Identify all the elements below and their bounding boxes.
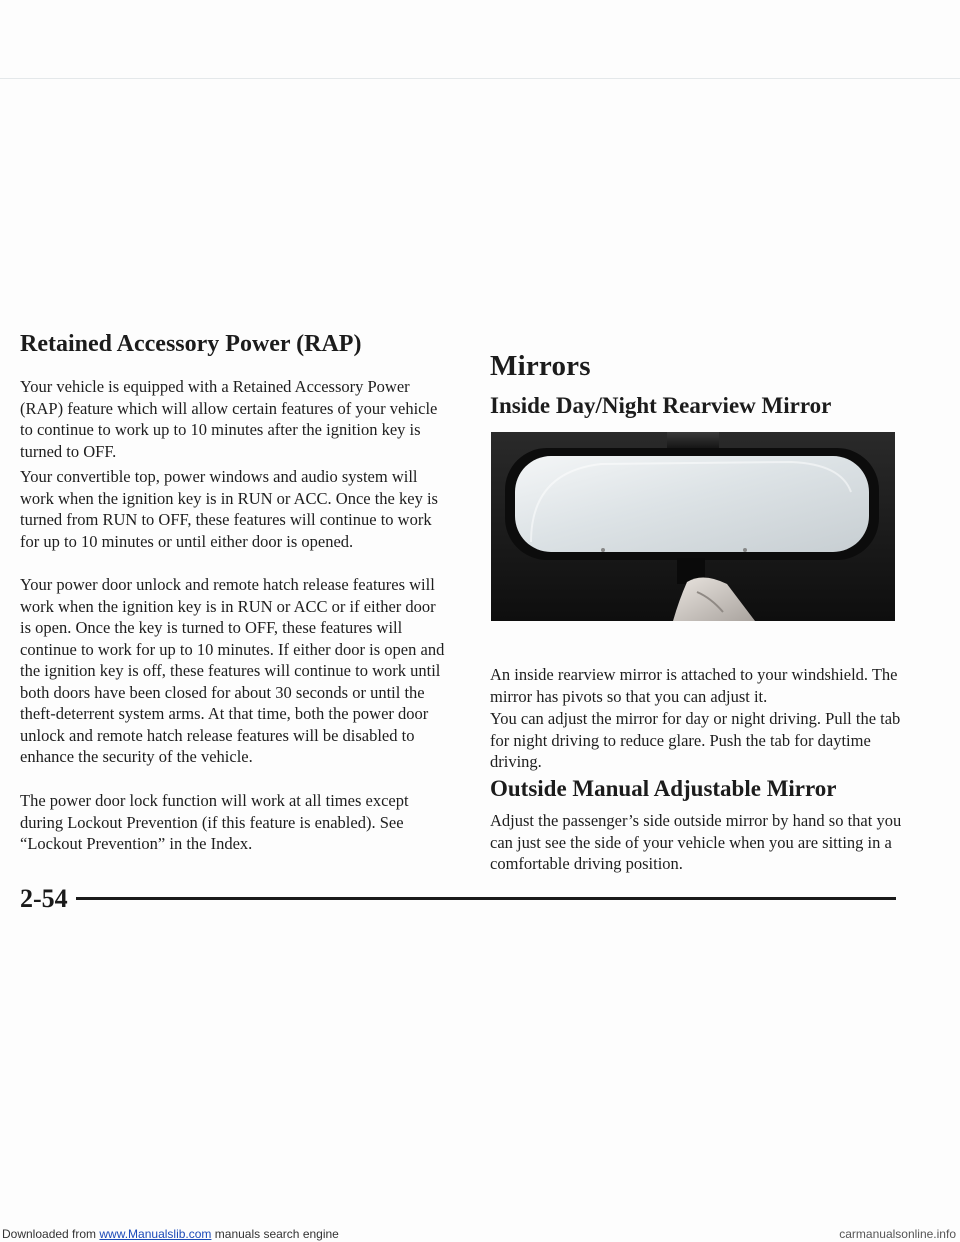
- banner-suffix: manuals search engine: [211, 1227, 339, 1241]
- manualslib-link[interactable]: www.Manualslib.com: [99, 1227, 212, 1241]
- rap-paragraph-1: Your vehicle is equipped with a Retained Accessory Power (RAP) feature which will allow certain features of your vehicle to continue to work up to 10 minutes after the ignition key is turned to OFF.: [20, 377, 438, 461]
- inside-mirror-paragraph-2: You can adjust the mirror for day or night driving. Pull the tab for night driving to reduce glare. Push the tab for daytime driving.: [490, 709, 901, 771]
- rap-heading: Retained Accessory Power (RAP): [20, 331, 362, 357]
- download-banner: [0, 1226, 960, 1242]
- rap-paragraph-4: The power door lock function will work at all times except during Lockout Prevention (if this feature is enabled). See “Lockout Prevention” in the Index.: [20, 791, 409, 853]
- rap-paragraph-3: Your power door unlock and remote hatch release features will work when the ignition key is in RUN or ACC or if either door is open. Once the key is turned to OFF, these features will continue to work for up to 10 minutes. If either door is open and the ignition key is off, these features will continue to work until both doors have been closed for about 30 seconds or until the theft-deterrent system arms. At that time, both the power door unlock and remote hatch release features will be disabled to enhance the security of the vehicle.: [20, 575, 445, 766]
- scan-edge-line: [0, 78, 960, 79]
- banner-prefix: Downloaded from: [2, 1227, 100, 1241]
- inside-mirror-paragraph-1: An inside rearview mirror is attached to your windshield. The mirror has pivots so that you can adjust it.: [490, 665, 898, 706]
- rearview-mirror-photo: [491, 432, 895, 621]
- rap-paragraph-2: Your convertible top, power windows and audio system will work when the ignition key is in RUN or ACC. Once the key is turned from RUN to OFF, these features will continue to work for up to 10 minutes or until either door is opened.: [20, 467, 438, 551]
- watermark-text: carmanualsonline.info: [839, 1227, 956, 1241]
- rearview-mirror-illustration: [491, 432, 895, 621]
- footer-rule: [76, 897, 896, 900]
- outside-mirror-heading: Outside Manual Adjustable Mirror: [490, 776, 837, 801]
- mirrors-heading: Mirrors: [490, 350, 591, 382]
- outside-mirror-paragraph-1: Adjust the passenger’s side outside mirror by hand so that you can just see the side of your vehicle when you are sitting in a comfortable driving position.: [490, 811, 902, 873]
- page-number: 2-54: [20, 884, 68, 913]
- download-banner-text: [2, 1227, 339, 1241]
- inside-mirror-heading: Inside Day/Night Rearview Mirror: [490, 393, 832, 418]
